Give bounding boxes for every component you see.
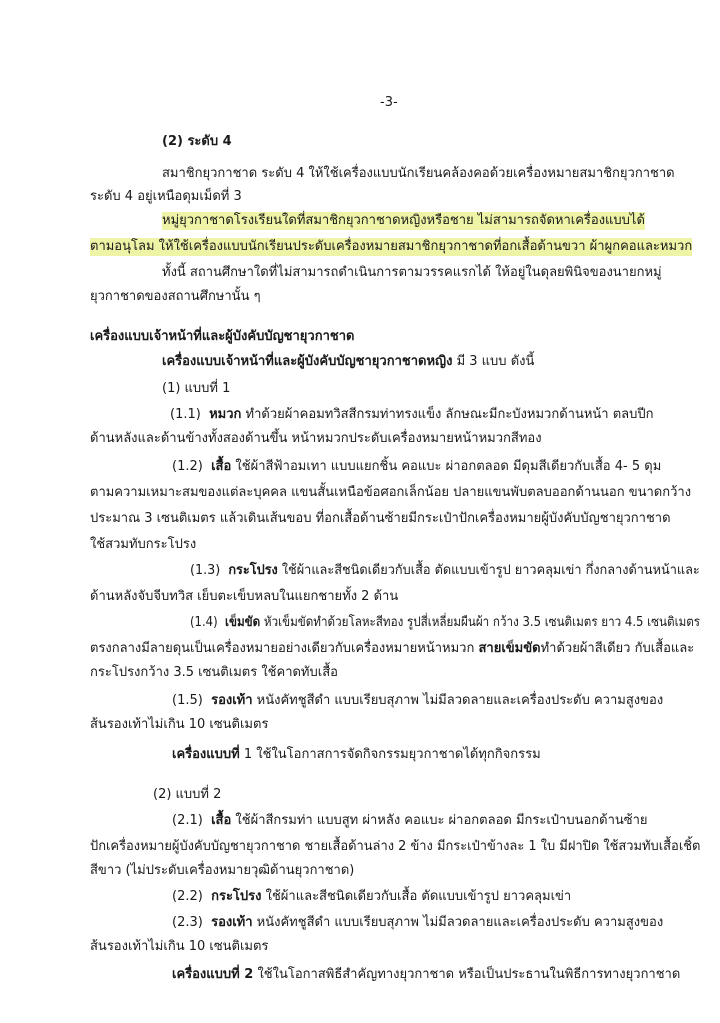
item-term: สายเข็มขัด [478,641,541,656]
item-text: ใช้ผ้าและสีชนิดเดียวกับเสื้อ ตัดแบบเข้ารูป ยาวคลุมเข่า กึ่งกลางด้านหน้าและ [277,563,700,578]
paragraph-line: สมาชิกยุวกาชาด ระดับ 4 ให้ใช้เครื่องแบบนักเรียนคล้องคอด้วยเครื่องหมายสมาชิกยุวกาชาด [162,166,675,181]
item-text: หัวเข็มขัดทำด้วยโลหะสีทอง รูปสี่เหลี่ยมผืนผ้า กว้าง 3.5 เซนติเมตร ยาว 4.5 เซนติเมตร [260,615,701,630]
item-2-3-cont: ส้นรองเท้าไม่เกิน 10 เซนติเมตร [90,939,269,954]
usage-text: 1 ใช้ในโอกาสการจัดกิจกรรมยุวกาชาดได้ทุกกิจกรรม [239,747,541,762]
item-term: รองเท้า [211,915,253,930]
item-number: (2.3) [172,915,203,930]
item-text: หนังคัทชูสีดำ แบบเรียบสุภาพ ไม่มีลวดลายและเครื่องประดับ ความสูงของ [252,693,664,708]
page-number: -3- [380,95,398,110]
item-text: ตรงกลางมีลายดุนเป็นเครื่องหมายอย่างเดียวกับเครื่องหมายหน้าหมวก [90,641,479,656]
item-term: กระโปรง [228,563,278,578]
item-1-2 [172,458,661,476]
subheading-term: เครื่องแบบเจ้าหน้าที่และผู้บังคับบัญชายุวกาชาดหญิง [162,354,453,369]
item-text: หนังคัทชูสีดำ แบบเรียบสุภาพ ไม่มีลวดลายและเครื่องประดับ ความสูงของ [252,915,664,930]
item-term: หมวก [209,407,242,422]
item-1-2-cont: ตามความเหมาะสมของแต่ละบุคคล แขนสั้นเหนือข้อศอกเล็กน้อย ปลายแขนพับตลบออกด้านนอก ขนาดกว้าง [90,485,692,500]
item-1-1-cont: ด้านหลังและด้านข้างทั้งสองด้านขึ้น หน้าหมวกประดับเครื่องหมายหน้าหมวกสีทอง [90,431,542,446]
item-text: ใช้ผ้าสีกรมท่า แบบสูท ผ่าหลัง คอแบะ ผ่าอกตลอด มีกระเป๋าบนอกด้านซ้าย [231,813,648,828]
item-number: (1.4) [190,615,218,630]
uniform-1-usage [172,746,541,764]
item-2-1-cont: สีขาว (ไม่ประดับเครื่องหมายวุฒิด้านยุวกาชาด) [90,863,355,878]
item-1-4-cont [90,640,694,658]
item-1-3 [190,562,700,580]
item-term: รองเท้า [211,693,253,708]
usage-text: ใช้ในโอกาสพิธีสำคัญทางยุวกาชาด หรือเป็นประธานในพิธีการทางยุวกาชาด [253,967,681,982]
item-text: ทำด้วยผ้าสีเดียว กับเสื้อและ [540,641,695,656]
item-number: (1.5) [172,693,203,708]
usage-term: เครื่องแบบที่ [172,747,240,762]
highlighted-line: หมู่ยุวกาชาดโรงเรียนใดที่สมาชิกยุวกาชาดหญิงหรือชาย ไม่สามารถจัดหาเครื่องแบบได้ [162,213,645,228]
item-2-3 [172,914,663,932]
item-1-4-cont: กระโปรงกว้าง 3.5 เซนติเมตร ใช้คาดทับเสื้อ [90,665,338,680]
item-2-1-cont: ปักเครื่องหมายผู้บังคับบัญชายุวกาชาด ชายเสื้อด้านล่าง 2 ข้าง มีกระเป๋าข้างละ 1 ใบ มีฝาปิด ใช้สวมทับเสื้อเชิ้ต [90,839,701,854]
type-2-label: (2) แบบที่ 2 [153,787,222,802]
item-term: เข็มขัด [225,615,261,630]
item-2-2 [172,888,571,906]
item-number: (2.2) [172,889,203,904]
item-number: (2.1) [172,813,203,828]
paragraph-line: ยุวกาชาดของสถานศึกษานั้น ๆ [90,289,261,304]
highlighted-line: ตามอนุโลม ให้ใช้เครื่องแบบนักเรียนประดับเครื่องหมายสมาชิกยุวกาชาดที่อกเสื้อด้านขวา ผ้าผูกคอและหมวก [90,239,693,254]
item-number: (1.3) [190,563,221,578]
heading-officer-uniform: เครื่องแบบเจ้าหน้าที่และผู้บังคับบัญชายุวกาชาด [90,329,355,344]
subheading-tail: มี 3 แบบ ดังนี้ [452,354,535,369]
item-1-5 [172,692,663,710]
item-1-1 [170,406,654,424]
usage-term: เครื่องแบบที่ 2 [172,967,254,982]
item-term: กระโปรง [211,889,262,904]
item-text: ใช้ผ้าสีฟ้าอมเทา แบบแยกชิ้น คอแบะ ผ่าอกตลอด มีดุมสีเดียวกับเสื้อ 4- 5 ดุม [231,459,662,474]
item-number: (1.2) [172,459,203,474]
item-term: เสื้อ [211,459,232,474]
item-term: เสื้อ [211,813,232,828]
item-text: ใช้ผ้าและสีชนิดเดียวกับเสื้อ ตัดแบบเข้ารูป ยาวคลุมเข่า [261,889,572,904]
item-1-5-cont: ส้นรองเท้าไม่เกิน 10 เซนติเมตร [90,717,269,732]
item-number: (1.1) [170,407,201,422]
subheading-female-uniform [162,353,534,371]
item-1-3-cont: ด้านหลังจับจีบทวิส เย็บตะเข็บหลบในแยกชายทั้ง 2 ด้าน [90,589,399,604]
item-text: ทำด้วยผ้าคอมทวิสสีกรมท่าทรงแข็ง ลักษณะมีกะบังหมวกด้านหน้า ตลบปีก [241,407,654,422]
item-1-2-cont: ใช้สวมทับกระโปรง [90,537,197,552]
type-1-label: (1) แบบที่ 1 [162,381,231,396]
item-2-1 [172,812,648,830]
section-heading-level-4: (2) ระดับ 4 [162,134,232,149]
paragraph-line: ทั้งนี้ สถานศึกษาใดที่ไม่สามารถดำเนินการตามวรรคแรกได้ ให้อยู่ในดุลยพินิจของนายกหมู่ [162,265,662,280]
item-1-2-cont: ประมาณ 3 เซนติเมตร แล้วเดินเส้นขอบ ที่อกเสื้อด้านซ้ายมีกระเป๋าปักเครื่องหมายผู้บังคับบัญชายุวกาชาด [90,511,671,526]
item-1-4 [190,614,700,632]
paragraph-line: ระดับ 4 อยู่เหนือดุมเม็ดที่ 3 [90,189,242,204]
uniform-2-usage [172,966,680,984]
